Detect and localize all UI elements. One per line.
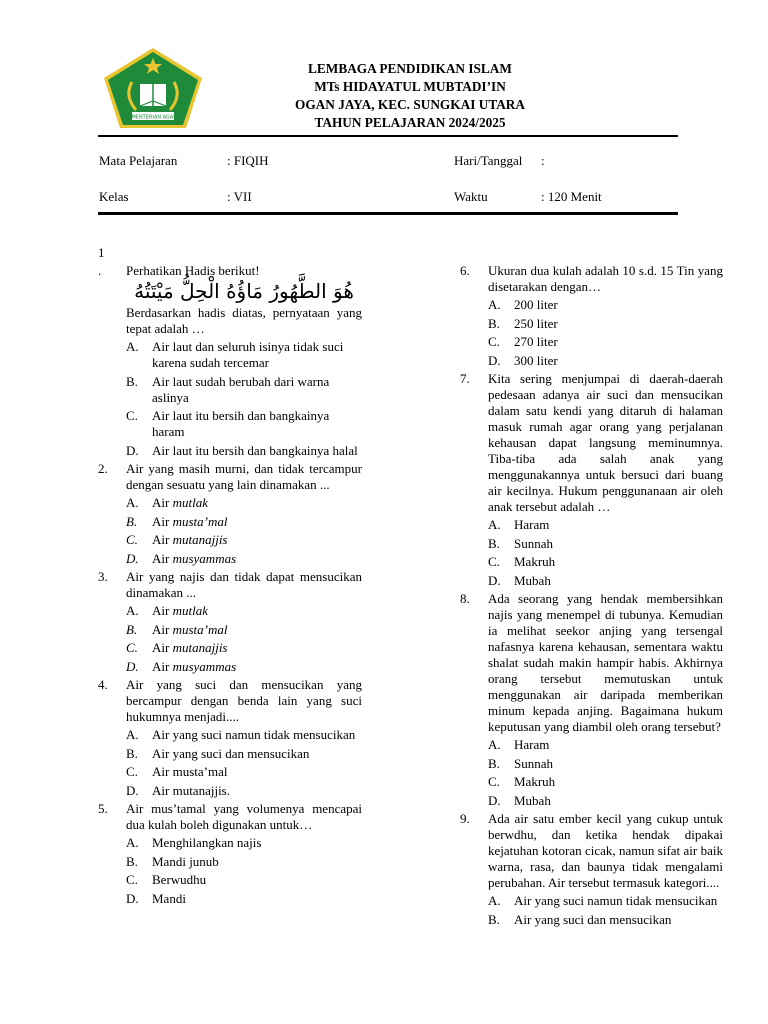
header-divider — [98, 135, 678, 137]
question-text: Ukuran dua kulah adalah 10 s.d. 15 Tin yang disetarakan dengan… — [488, 263, 723, 294]
question-6 — [460, 263, 723, 369]
right-column — [460, 263, 723, 930]
option-c[interactable]: C. Air musta’mal — [126, 764, 228, 779]
question-text: Ada seorang yang hendak membersihkan najis yang menempel di tubunya. Kemudian ia melihat seekor anjing yang tersengal nafasnya karena kehausan, sementara waktu shalat sudah makin hampir habis. Akhirnya orang tersebut memutuskan untuk menggunakan air daripada memberikan minum kepada anjing. Bagaimana hukum keputusan yang diambil oleh orang tersebut? — [488, 591, 723, 734]
option-c[interactable]: C. Berwudhu — [126, 872, 207, 887]
option-b[interactable]: B. Sunnah — [488, 535, 553, 551]
question-5 — [98, 801, 362, 907]
question-3 — [98, 569, 362, 675]
institution-logo — [102, 46, 204, 130]
option-b[interactable]: B. Sunnah — [488, 755, 553, 771]
question-number: 9. — [460, 811, 470, 826]
question-9 — [460, 811, 723, 928]
class-label: Kelas — [99, 189, 129, 204]
question-intro: Perhatikan Hadis berikut! — [126, 263, 260, 278]
question-text: Ada air satu ember kecil yang cukup untuk berwdhu, dan ketika hendak dipakai kejatuhan kotoran cicak, namun sifat air baik warna, rasa, dan baunya tidak mengalami perubahan. Air tersebut termasuk kategori.... — [488, 811, 723, 890]
subject-value: : FIQIH — [227, 153, 269, 168]
option-b[interactable]: B. Air musta’mal — [126, 621, 228, 637]
date-value: : — [541, 153, 545, 168]
option-b[interactable]: B. Mandi junub — [126, 853, 219, 869]
option-a[interactable]: A. Air mutlak — [126, 495, 208, 510]
option-b[interactable]: B. 250 liter — [488, 315, 558, 331]
info-divider — [98, 212, 678, 215]
date-label: Hari/Tanggal — [454, 153, 523, 168]
option-c[interactable]: C. Makruh — [488, 774, 556, 789]
option-c[interactable]: C. Makruh — [488, 554, 556, 569]
option-b[interactable]: B. Air musta’mal — [126, 513, 228, 529]
option-a[interactable]: A. Air laut dan seluruh isinya tidak suci karena sudah tercemar — [126, 339, 344, 370]
header-line-2: MTs HIDAYATUL MUBTADI’IN — [314, 79, 506, 94]
option-a[interactable]: A. Air mutlak — [126, 603, 208, 618]
question-text: Air mus’tamal yang volumenya mencapai dua kulah boleh digunakan untuk… — [126, 801, 362, 832]
header-line-3: OGAN JAYA, KEC. SUNGKAI UTARA — [294, 97, 526, 112]
option-b[interactable]: B. Air yang suci dan mensucikan — [126, 745, 310, 761]
question-number: 8. — [460, 591, 470, 606]
school-header — [240, 60, 580, 132]
question-7 — [460, 371, 723, 589]
option-a[interactable]: A. Haram — [488, 517, 550, 532]
option-d[interactable]: D. Air musyammas — [126, 550, 237, 566]
option-c[interactable]: C. 270 liter — [488, 334, 558, 349]
option-d[interactable]: D. Mubah — [488, 792, 551, 808]
question-text: Air yang najis dan tidak dapat mensucikan dinamakan ... — [126, 569, 362, 600]
option-a[interactable]: A. 200 liter — [488, 297, 558, 312]
header-line-4: TAHUN PELAJARAN 2024/2025 — [314, 115, 506, 130]
question-8 — [460, 591, 723, 809]
question-2 — [98, 461, 362, 567]
option-d[interactable]: D. Mandi — [126, 890, 186, 906]
option-a[interactable]: A. Haram — [488, 737, 550, 752]
time-label: Waktu — [454, 189, 488, 204]
question-4 — [98, 677, 362, 799]
option-c[interactable]: C. Air laut itu bersih dan bangkainya haram — [126, 408, 330, 439]
question-1 — [98, 245, 362, 459]
option-b[interactable]: B. Air yang suci dan mensucikan — [488, 911, 672, 927]
option-d[interactable]: D. 300 liter — [488, 352, 558, 368]
question-number: 7. — [460, 371, 470, 386]
question-text: Air yang masih murni, dan tidak tercampur dengan sesuatu yang lain dinamakan ... — [126, 461, 362, 492]
option-a[interactable]: A. Menghilangkan najis — [126, 835, 262, 850]
question-number: 2. — [98, 461, 108, 476]
question-text: Air yang suci dan mensucikan yang bercampur dengan benda lain yang suci hukumnya menjadi.... — [126, 677, 362, 724]
question-number: 6. — [460, 263, 470, 278]
option-a[interactable]: A. Air yang suci namun tidak mensucikan — [126, 727, 356, 742]
option-d[interactable]: D. Air laut itu bersih dan bangkainya halal — [126, 442, 358, 458]
hadith-arabic: هُوَ الطَّهُورُ مَاؤُهُ الْحِلُّ مَيْتَتُهُ — [134, 279, 354, 303]
question-number-dot: . — [98, 263, 102, 278]
question-text: Kita sering menjumpai di daerah-daerah pedesaan adanya air suci dan mensucikan dalam satu kendi yang ditaruh di halaman masuk rumah agar orang yang perjalanan kehausan dapat langsung meminumnya. Tiba-tiba ada salah anak yang menggunakannya untuk bersuci dari buang air kecilnya. Hukum penggunanaan air oleh anak tersebut adalah … — [488, 371, 723, 514]
question-number: 4. — [98, 677, 108, 692]
time-value: : 120 Menit — [541, 189, 602, 204]
subject-label: Mata Pelajaran — [99, 153, 178, 168]
header-line-1: LEMBAGA PENDIDIKAN ISLAM — [308, 61, 512, 76]
option-a[interactable]: A. Air yang suci namun tidak mensucikan — [488, 893, 718, 908]
class-value: : VII — [227, 189, 252, 204]
logo-text: KEMENTERIAN AGAMA — [125, 114, 181, 121]
option-d[interactable]: D. Mubah — [488, 572, 551, 588]
option-b[interactable]: B. Air laut sudah berubah dari warna aslinya — [126, 373, 330, 405]
option-d[interactable]: D. Air mutanajjis. — [126, 782, 230, 798]
option-c[interactable]: C. Air mutanajjis — [126, 532, 228, 547]
option-d[interactable]: D. Air musyammas — [126, 658, 237, 674]
option-c[interactable]: C. Air mutanajjis — [126, 640, 228, 655]
question-number: 1 — [98, 245, 105, 260]
left-column — [98, 245, 362, 909]
question-number: 5. — [98, 801, 108, 816]
question-number: 3. — [98, 569, 108, 584]
question-text: Berdasarkan hadis diatas, pernyataan yang tepat adalah … — [126, 305, 362, 336]
